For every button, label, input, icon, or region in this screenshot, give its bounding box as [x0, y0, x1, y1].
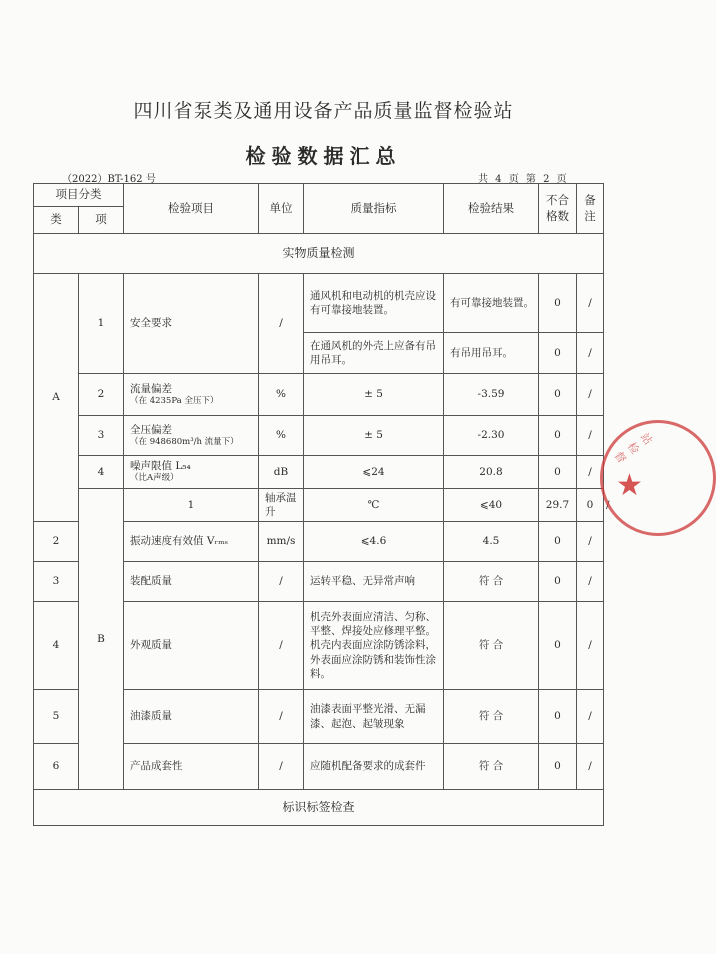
remark-cell: / [577, 744, 604, 790]
item-no: 4 [79, 456, 124, 489]
nonconform-cell: 0 [539, 416, 577, 456]
item-name-main: 流量偏差 [130, 382, 172, 395]
spec-cell: ± 5 [304, 416, 444, 456]
result-cell: 有可靠接地装置。 [444, 274, 539, 333]
spec-cell: 通风机和电动机的机壳应设有可靠接地装置。 [304, 274, 444, 333]
header-remark: 备注 [577, 184, 604, 234]
unit-cell: / [259, 744, 304, 790]
remark-cell: / [577, 562, 604, 602]
item-name: 振动速度有效值 Vᵣₘₛ [124, 522, 259, 562]
nonconform-cell: 0 [539, 602, 577, 690]
item-name: 产品成套性 [124, 744, 259, 790]
nonconform-cell: 0 [539, 744, 577, 790]
item-name-condition: （在 4235Pa 全压下） [130, 395, 219, 406]
item-name: 轴承温升 [259, 489, 304, 522]
spec-cell: ⩽40 [444, 489, 539, 522]
remark-cell: / [577, 456, 604, 489]
header-spec: 质量指标 [304, 184, 444, 234]
item-name [124, 374, 259, 416]
result-cell: -2.30 [444, 416, 539, 456]
unit-cell: / [259, 602, 304, 690]
seal-text: 站检督 [611, 430, 655, 466]
item-no: 3 [79, 416, 124, 456]
item-name-main: 噪声限值 L₅₄ [130, 460, 191, 473]
result-cell: 符 合 [444, 690, 539, 744]
nonconform-cell: 0 [577, 489, 604, 522]
unit-cell: / [259, 274, 304, 374]
header-item-name: 检验项目 [124, 184, 259, 234]
organization-name: 四川省泵类及通用设备产品质量监督检验站 [133, 100, 514, 122]
remark-cell: / [577, 333, 604, 374]
result-cell: -3.59 [444, 374, 539, 416]
item-no: 4 [34, 602, 79, 690]
spec-cell: ⩽24 [304, 456, 444, 489]
page-indicator: 共 4 页 第 2 页 [478, 174, 567, 185]
nonconform-cell: 0 [539, 562, 577, 602]
remark-cell: / [577, 374, 604, 416]
result-cell: 4.5 [444, 522, 539, 562]
document-number: （2022）BT-162 号 [62, 174, 156, 185]
item-name [124, 456, 259, 489]
header-unit: 单位 [259, 184, 304, 234]
header-result: 检验结果 [444, 184, 539, 234]
remark-cell: / [577, 416, 604, 456]
spec-cell: 机壳外表面应清洁、匀称、平整、焊接处应修理平整。机壳内表面应涂防锈涂料，外表面应涂防锈和装饰性涂料。 [304, 602, 444, 690]
result-cell: 有吊用吊耳。 [444, 333, 539, 374]
result-cell: 20.8 [444, 456, 539, 489]
item-no: 6 [34, 744, 79, 790]
item-name [124, 416, 259, 456]
class-cell: A [34, 274, 79, 522]
spec-cell: ± 5 [304, 374, 444, 416]
nonconform-cell: 0 [539, 374, 577, 416]
nonconform-cell: 0 [539, 333, 577, 374]
remark-cell: / [577, 690, 604, 744]
spec-cell: 应随机配备要求的成套件 [304, 744, 444, 790]
section-label-inspection: 标识标签检查 [34, 790, 604, 826]
item-no: 2 [79, 374, 124, 416]
unit-cell: / [259, 690, 304, 744]
unit-cell: % [259, 416, 304, 456]
item-name: 装配质量 [124, 562, 259, 602]
item-no: 1 [79, 274, 124, 374]
nonconform-cell: 0 [539, 690, 577, 744]
nonconform-cell: 0 [539, 274, 577, 333]
item-name: 外观质量 [124, 602, 259, 690]
spec-cell: ⩽4.6 [304, 522, 444, 562]
result-cell: 符 合 [444, 744, 539, 790]
item-no: 2 [34, 522, 79, 562]
unit-cell: ℃ [304, 489, 444, 522]
spec-cell: 运转平稳、无异常声响 [304, 562, 444, 602]
item-name-main: 全压偏差 [130, 423, 172, 436]
document-title: 检验数据汇总 [245, 144, 402, 168]
seal-star-icon: ★ [616, 468, 643, 503]
header-category-group: 项目分类 [34, 184, 124, 207]
item-name: 油漆质量 [124, 690, 259, 744]
item-name-condition: （在 948680m³/h 流量下） [130, 436, 239, 447]
unit-cell: / [259, 562, 304, 602]
header-nonconform: 不合格数 [539, 184, 577, 234]
unit-cell: % [259, 374, 304, 416]
remark-cell: / [577, 274, 604, 333]
header-class: 类 [34, 207, 79, 234]
item-no: 1 [124, 489, 259, 522]
result-cell: 符 合 [444, 602, 539, 690]
remark-cell: / [577, 522, 604, 562]
section-physical-quality: 实物质量检测 [34, 234, 604, 274]
result-cell: 29.7 [539, 489, 577, 522]
unit-cell: dB [259, 456, 304, 489]
class-cell: B [79, 489, 124, 790]
nonconform-cell: 0 [539, 456, 577, 489]
item-name: 安全要求 [124, 274, 259, 374]
result-cell: 符 合 [444, 562, 539, 602]
header-item-no: 项 [79, 207, 124, 234]
nonconform-cell: 0 [539, 522, 577, 562]
inspection-table: 项目分类 检验项目 单位 质量指标 检验结果 不合格数 备注 类 项 实物质量检测 A 1 安全要求 / 通风机和电动机的机壳应设有可靠接地装置。 有可靠接地装置。 0 / 在通风机的外壳上应备有吊用吊耳。 有吊用吊耳。 0 / 2 流量偏差 （在 4235Pa 全压下） % ± 5 -3.59 0 / 3 全压偏差 （在 948680m³/h 流量下） % ± 5 -2.30 0 / 4 噪声限值 L₅₄ （比A声级） dB ⩽24 20.8 0 / B 1 轴承温升 ℃ ⩽40 29.7 0 / 2 振动速度有效值 Vᵣₘₛ mm/s ⩽4.6 4.5 0 / 3 装配质量 / 运转平稳、无异常声响 符 合 0 / 4 外观质量 / 机壳外表面应清洁、匀称、平整、焊接处应修理平整。机壳内表面应涂防锈涂料，外表面应涂防锈和装饰性涂料。 符 合 0 / 5 油漆质量 / 油漆表面平整光滑、无漏漆、起泡、起皱现象 符 合 0 / 6 产品成套性 / 应随机配备要求的成套件 符 合 0 / 标识标签检查 [33, 183, 604, 826]
item-no: 3 [34, 562, 79, 602]
item-no: 5 [34, 690, 79, 744]
remark-cell: / [577, 602, 604, 690]
item-name-condition: （比A声级） [130, 473, 179, 484]
spec-cell: 油漆表面平整光滑、无漏漆、起泡、起皱现象 [304, 690, 444, 744]
spec-cell: 在通风机的外壳上应备有吊用吊耳。 [304, 333, 444, 374]
unit-cell: mm/s [259, 522, 304, 562]
